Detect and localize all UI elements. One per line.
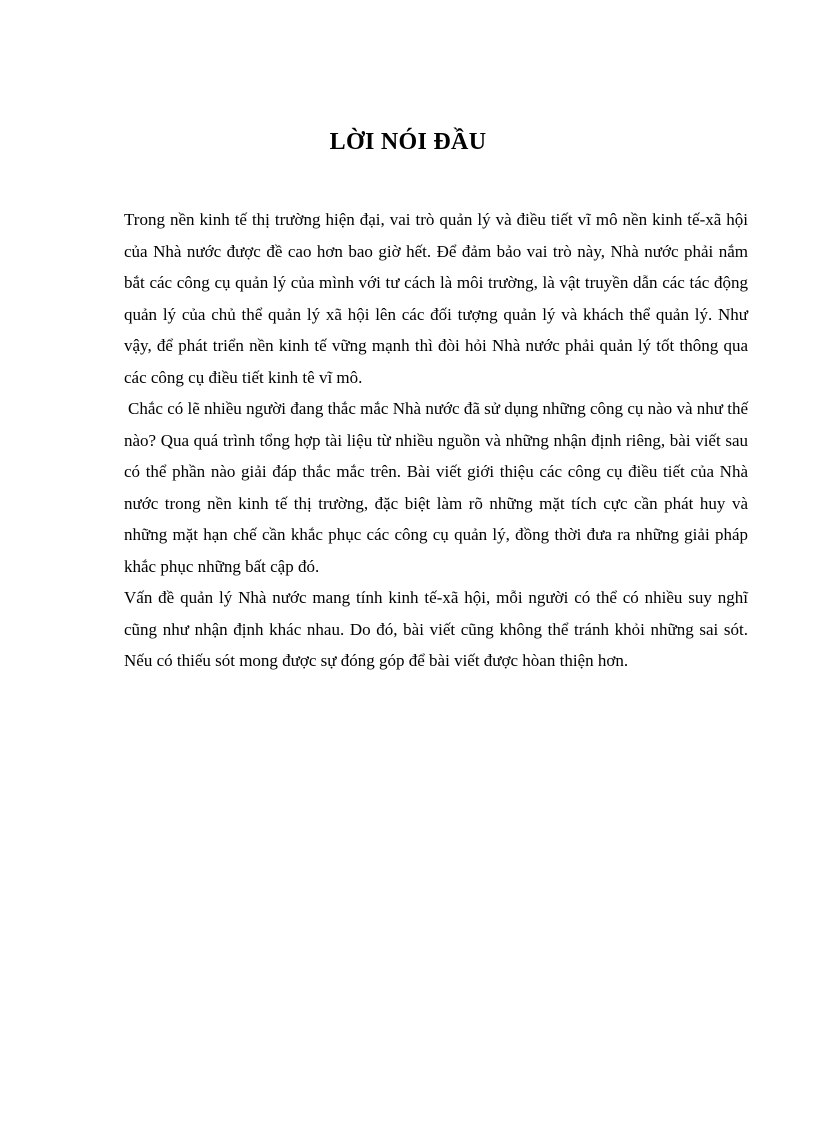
- document-body: [124, 204, 748, 677]
- paragraph-intro: Trong nền kinh tế thị trường hiện đại, vai trò quản lý và điều tiết vĩ mô nền kinh tế-xã hội của Nhà nước được đề cao hơn bao giờ hết. Để đảm bảo vai trò này, Nhà nước phải nắm bắt các công cụ quản lý của mình với tư cách là môi trường, là vật truyền dẫn các tác động quản lý của chủ thể quản lý xã hội lên các đối tượng quản lý và khách thể quản lý. Như vậy, để phát triển nền kinh tế vững mạnh thì đòi hỏi Nhà nước phải quản lý tốt thông qua các công cụ điều tiết kinh tê vĩ mô.: [124, 210, 748, 387]
- paragraph-purpose: Chắc có lẽ nhiều người đang thắc mắc Nhà nước đã sử dụng những công cụ nào và như thế nào? Qua quá trình tổng hợp tài liệu từ nhiều nguồn và những nhận định riêng, bài viết sau có thể phần nào giải đáp thắc mắc trên. Bài viết giới thiệu các công cụ điều tiết của Nhà nước trong nền kinh tế thị trường, đặc biệt làm rõ những mặt tích cực cần phát huy và những mặt hạn chế cần khắc phục các công cụ quản lý, đồng thời đưa ra những giải pháp khắc phục những bất cập đó.: [124, 399, 748, 576]
- document-title: LỜI NÓI ĐẦU: [329, 129, 487, 155]
- paragraph-closing: Vấn đề quản lý Nhà nước mang tính kinh tế-xã hội, mỗi người có thể có nhiều suy nghĩ cũng như nhận định khác nhau. Do đó, bài viết cũng không thể tránh khỏi những sai sót. Nếu có thiếu sót mong được sự đóng góp để bài viết được hòan thiện hơn.: [124, 588, 748, 670]
